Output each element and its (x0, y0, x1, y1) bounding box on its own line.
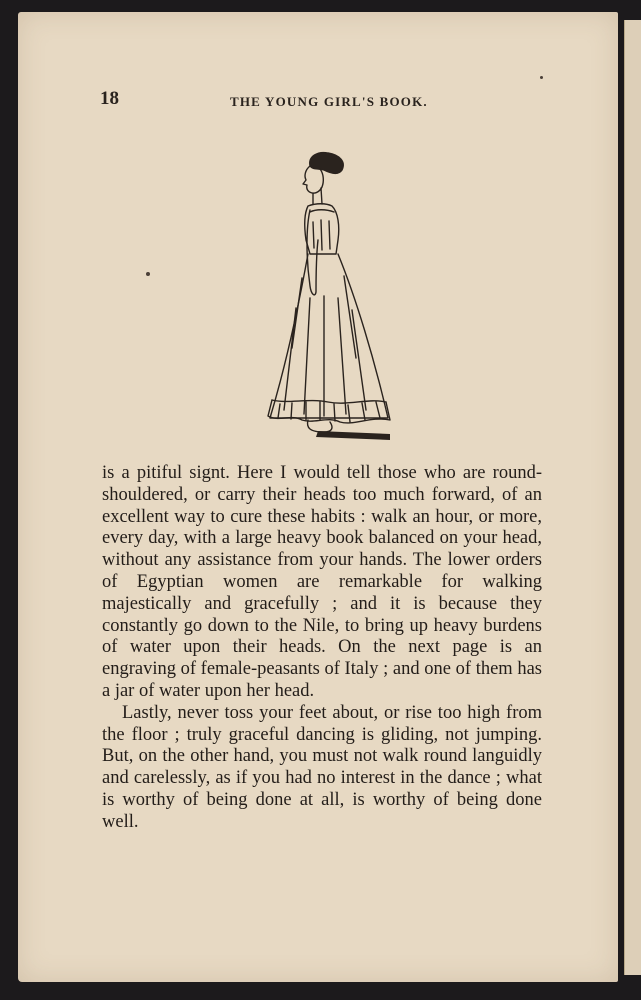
next-page-edge (624, 20, 641, 975)
paragraph: is a pitiful signt. Here I would tell those who are round-shouldered, or carry their heads too much forward, of an excellent way to cure these habits : walk an hour, or more, every day, with a large heavy book balanced on your head, without any assistance from your hands. The lower orders of Egyptian women are remarkable for walking majestically and gracefully ; and it is because they constantly go down to the Nile, to bring up heavy burdens of water upon their heads. On the next page is an engraving of female-peasants of Italy ; and one of them has a jar of water upon her head. (102, 463, 542, 701)
woman-in-long-dress-illustration (258, 148, 398, 448)
paragraph: Lastly, never toss your feet about, or rise too high from the floor ; truly graceful dancing is gliding, not jumping. But, on the other hand, you must not walk round languidly and carelessly, as if you had no interest in the dance ; what is worthy of being done at all, is worthy of being done well. (102, 702, 542, 832)
page-number: 18 (100, 88, 119, 109)
ink-speck (540, 76, 543, 79)
ink-speck (146, 272, 150, 276)
body-text (102, 463, 542, 834)
running-head: THE YOUNG GIRL'S BOOK. (230, 94, 428, 109)
